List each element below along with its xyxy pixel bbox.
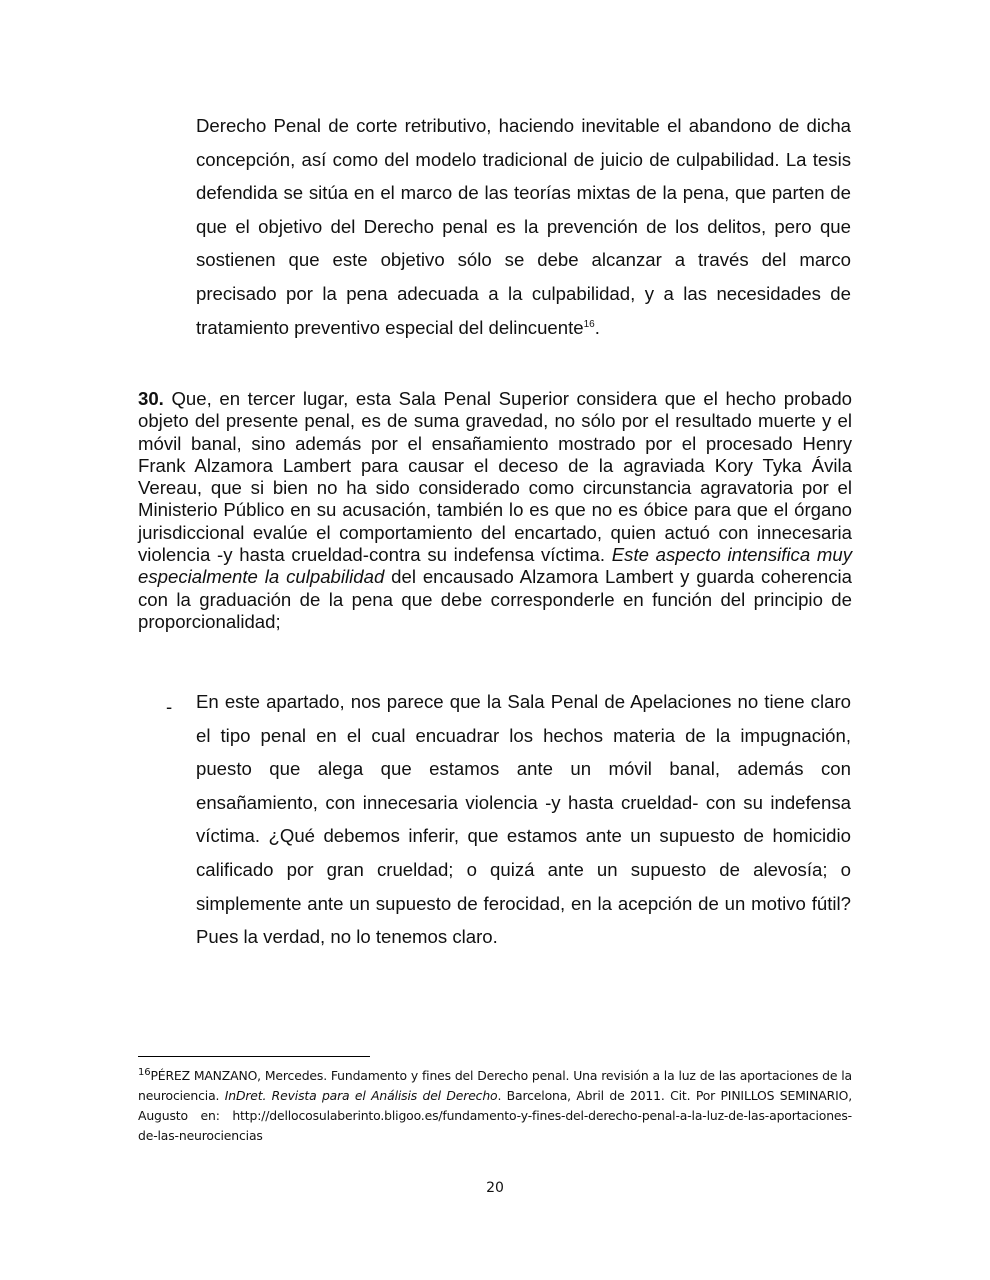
paragraph-30 — [138, 388, 852, 633]
paragraph-text-start: Que, en tercer lugar, esta Sala Penal Superior considera que el hecho probado objeto del presente penal, es de suma gravedad, no sólo por el resultado muerte y el móvil banal, sino además por el ensañamiento mostrado por el procesado Henry Frank Alzamora Lambert para causar el deceso de la agraviada Kory Tyka Ávila Vereau, que si bien no ha sido considerado como circunstancia agravatoria por el Ministerio Público en su acusación, también lo es que no es óbice para que el órgano jurisdiccional evalúe el comportamiento del encartado, quien actuó con innecesaria violencia -y hasta crueldad-contra su indefensa víctima. — [138, 388, 852, 566]
footnote-reference[interactable]: 16 — [583, 318, 595, 330]
footnote-journal-title: InDret. Revista para el Análisis del Derecho — [224, 1088, 498, 1103]
bullet-paragraph: En este apartado, nos parece que la Sala Penal de Apelaciones no tiene claro el tipo penal en el cual encuadrar los hechos materia de la impugnación, puesto que alega que estamos ante un móvil banal, además con ensañamiento, con innecesaria violencia -y hasta crueldad- con su indefensa víctima. ¿Qué debemos inferir, que estamos ante un supuesto de homicidio calificado por gran crueldad; o quizá ante un supuesto de alevosía; o simplemente ante un supuesto de ferocidad, en la acepción de un motivo fútil? Pues la verdad, no lo tenemos claro. — [196, 691, 851, 948]
footnote-text-end: . Barcelona, Abril de 2011. Cit. Por PINILLOS SEMINARIO, Augusto en: http://dellocosulaberinto.bligoo.es/fundamento-y-fines-del-derecho-penal-a-la-luz-de-las-aportaciones-de-las-neurociencias — [138, 1088, 852, 1143]
quote-end: . — [594, 316, 600, 338]
footnote-text-start: PÉREZ MANZANO, Mercedes. Fundamento y fines del Derecho penal. Una revisión a la luz de las aportaciones de la neurociencia. — [138, 1068, 852, 1103]
page-number: 20 — [486, 1180, 504, 1196]
paragraph-text-end: del encausado Alzamora Lambert y guarda coherencia con la graduación de la pena que debe corresponderle en función del principio de proporcionalidad; — [138, 566, 853, 632]
block-quote — [196, 109, 851, 344]
bullet-marker: - — [166, 696, 173, 717]
footnote — [138, 1066, 852, 1146]
footnote-number: 16 — [138, 1066, 151, 1078]
quote-text: Derecho Penal de corte retributivo, haciendo inevitable el abandono de dicha concepción, así como del modelo tradicional de juicio de culpabilidad. La tesis defendida se sitúa en el marco de las teorías mixtas de la pena, que parten de que el objetivo del Derecho penal es la prevención de los delitos, pero que sostienen que este objetivo sólo se debe alcanzar a través del marco precisado por la pena adecuada a la culpabilidad, y a las necesidades de tratamiento preventivo especial del delincuente — [196, 115, 851, 338]
paragraph-number: 30. — [138, 388, 164, 409]
paragraph-italic-text: Este aspecto intensifica muy especialmente la culpabilidad — [138, 544, 853, 588]
footnote-divider — [138, 1056, 370, 1057]
